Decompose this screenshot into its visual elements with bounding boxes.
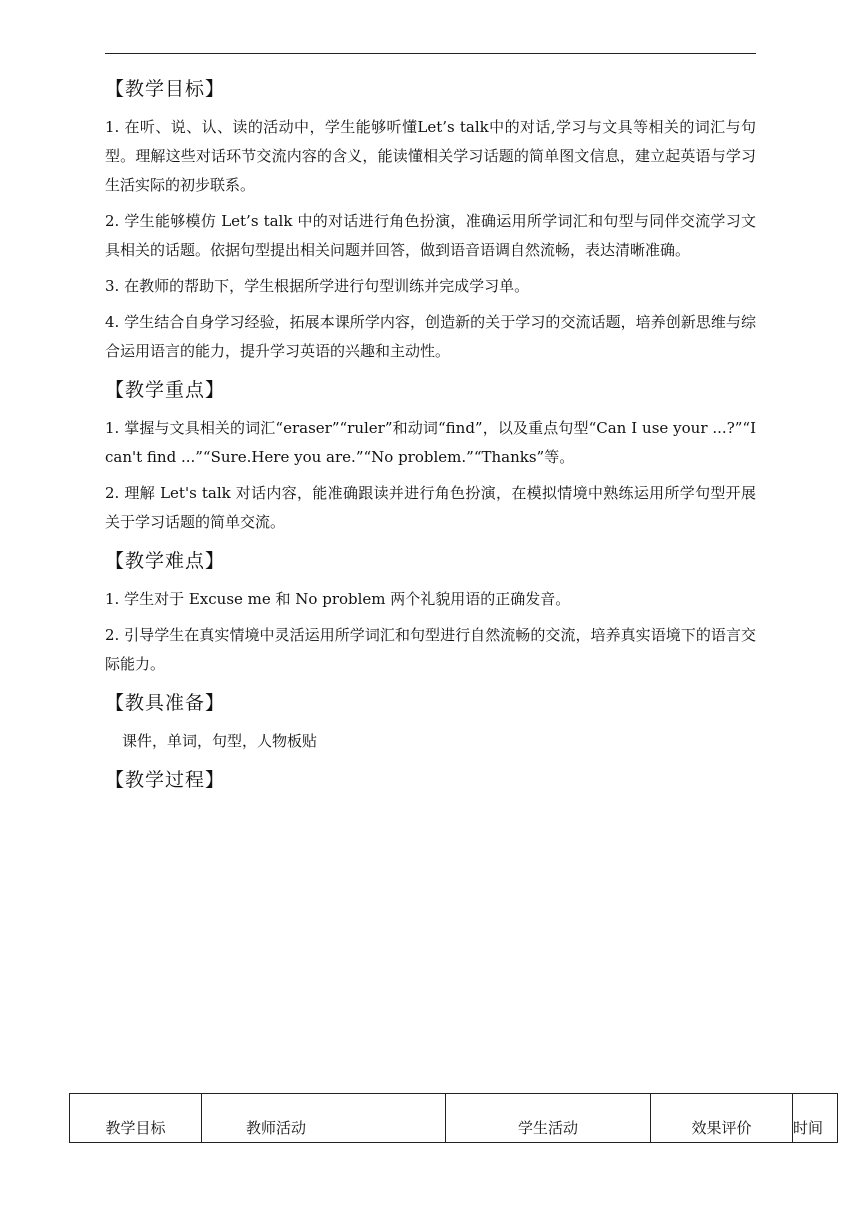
- header-rule: [105, 53, 756, 54]
- table-header-row: [70, 1094, 838, 1143]
- materials-text: 课件，单词，句型，人物板贴: [122, 732, 318, 750]
- section-heading-process: 【教学过程】: [105, 769, 226, 791]
- teaching-process-table: [69, 1093, 838, 1143]
- objective-item: 1. 在听、说、认、读的活动中，学生能够听懂Let’s talk中的对话,学习与文具等相关的词汇与句型。理解这些对话环节交流内容的含义，能读懂相关学习话题的简单图文信息，建立起英语与学习生活实际的初步联系。: [105, 118, 756, 194]
- table-header-cell: 教学目标: [70, 1094, 202, 1143]
- objective-item: 4. 学生结合自身学习经验，拓展本课所学内容，创造新的关于学习的交流话题，培养创新思维与综合运用语言的能力，提升学习英语的兴趣和主动性。: [105, 313, 756, 360]
- table-header-cell: 效果评价: [651, 1094, 793, 1143]
- objective-item: 2. 学生能够模仿 Let’s talk 中的对话进行角色扮演，准确运用所学词汇和句型与同伴交流学习文具相关的话题。依据句型提出相关问题并回答，做到语音语调自然流畅，表达清晰准确。: [105, 212, 756, 259]
- section-heading-difficulties: 【教学难点】: [105, 550, 226, 572]
- difficulty-item: 1. 学生对于 Excuse me 和 No problem 两个礼貌用语的正确发音。: [105, 590, 571, 608]
- lesson-plan-body: [105, 70, 756, 797]
- section-heading-key-points: 【教学重点】: [105, 379, 226, 401]
- objective-item: 3. 在教师的帮助下，学生根据所学进行句型训练并完成学习单。: [105, 277, 530, 295]
- table-header-cell: 学生活动: [446, 1094, 651, 1143]
- table-header-cell: 教师活动: [202, 1094, 446, 1143]
- difficulty-item: 2. 引导学生在真实情境中灵活运用所学词汇和句型进行自然流畅的交流，培养真实语境下的语言交际能力。: [105, 626, 756, 673]
- table-header-cell: 时间: [793, 1094, 838, 1143]
- section-heading-materials: 【教具准备】: [105, 692, 226, 714]
- key-point-item: 1. 掌握与文具相关的词汇“eraser”“ruler”和动词“find”，以及重点句型“Can I use your ...?”“I can't find ...”“Sure.Here you are.”“No problem.”“Thanks”等。: [105, 419, 756, 466]
- key-point-item: 2. 理解 Let's talk 对话内容，能准确跟读并进行角色扮演，在模拟情境中熟练运用所学句型开展关于学习话题的简单交流。: [105, 484, 756, 531]
- section-heading-objectives: 【教学目标】: [105, 78, 226, 100]
